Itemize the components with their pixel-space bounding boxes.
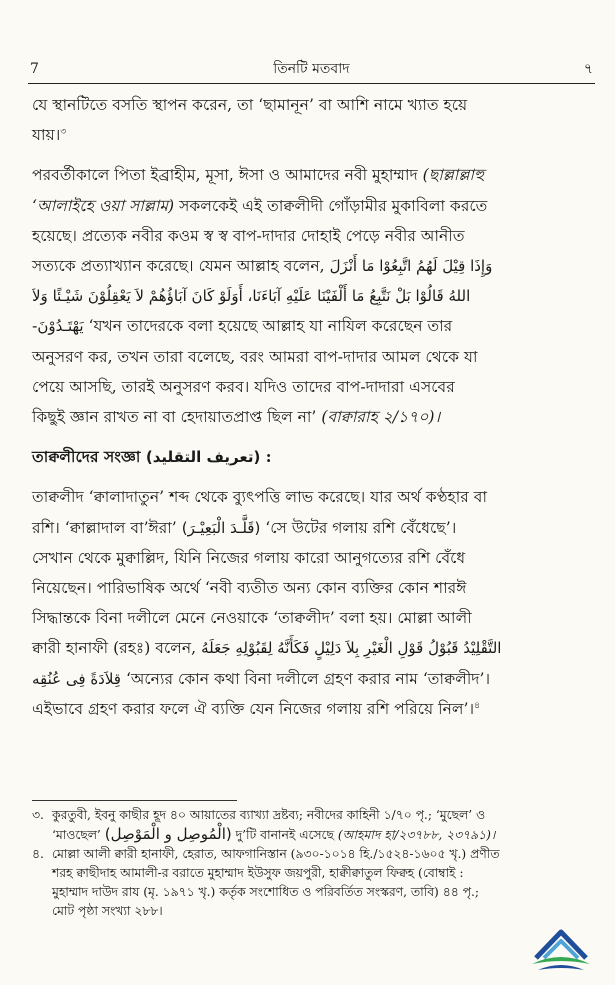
footnote-text: শরহ ক্বাছীদাহ আমালী-র বরাতে মুহাম্মাদ ইউসুফ জয়পুরী, হাক্বীক্বাতুল ফিক্বহ (বোম্বাই :	[52, 866, 464, 880]
text-line: ক্বারী হানাফী (রহঃ) বলেন,	[32, 639, 197, 658]
footnote-text: মুহাম্মাদ দাউদ রায (মৃ. ১৯৭১ খৃ.) কর্তৃক সংশোধিত ও পরিবর্তিত সংস্করণ, তাবি) ৪৪ পৃ.;	[52, 885, 480, 899]
paragraph-4	[32, 482, 593, 724]
footnotes	[32, 806, 593, 921]
text-line: সত্যকে প্রত্যাখ্যান করেছে। যেমন আল্লাহ বলেন,	[32, 257, 325, 276]
main-text	[32, 90, 593, 724]
text-line: রশি। ‘ক্বাল্লাদাল বা’ঈরা’	[32, 518, 177, 537]
footnote-text: মোল্লা আলী ক্বারী হানাফী, হেরাত, আফগানিস্তান (৯৩০-১০১৪ হি./১৫২৪-১৬০৫ খৃ.) প্রণীত	[52, 847, 500, 861]
running-header	[30, 58, 593, 80]
salutation: ‘আলাইহে ওয়া সাল্লাম)	[32, 196, 175, 215]
heading-bengali: তাক্বলীদের সংজ্ঞা	[32, 447, 141, 467]
footnote-ref-4: ৪	[474, 700, 480, 711]
header-rule	[28, 83, 595, 84]
footnote-3	[32, 806, 593, 845]
text-line: ‘অন্যের কোন কথা বিনা দলীলে গ্রহণ করার নাম ‘তাক্বলীদ’।	[125, 669, 491, 688]
heading-arabic: (تعريف التقليد)	[145, 448, 261, 467]
footnote-text: ‘মাওছেল’	[52, 828, 101, 842]
quran-verse-arabic-line: اللهُ قَالُوْا بَلْ نَتَّبِعُ مَا أَلْفَيْنَا عَلَيْهِ آبَاءَنَا، أَوَلَوْ كَانَ آبَاؤُهُمْ لاَ يَعْقِلُوْنَ شَيْـئًا وَلاَ	[32, 287, 471, 306]
footnote-text: মোট পৃষ্ঠা সংখ্যা ২৮৮।	[52, 904, 163, 918]
paragraph-1	[32, 90, 593, 150]
paragraph-3	[32, 311, 593, 432]
text-line: সেখান থেকে মুক্বাল্লিদ, যিনি নিজের গলায় কারো আনুগত্যের রশি বেঁধে	[32, 548, 466, 567]
footnote-number: ৩.	[32, 808, 44, 822]
salutation: (ছাল্লাল্লাহু	[422, 166, 484, 185]
arabic-quote: التَّقْلِيْدُ قَبُوْلُ قَوْلِ الْغَيْرِ بِلاَ دَلِيْلٍ فَكَأَنَّهُ لِقَبُوْلِهِ جَعَلَهُ	[201, 639, 502, 658]
footnote-text: কুরতুবী, ইবনু কাছীর হূদ ৪০ আয়াতের ব্যাখ্যা দ্রষ্টব্য; নবীদের কাহিনী ১/৭০ পৃ.; ‘মুছেল’ ও	[52, 808, 486, 822]
hadith-reference: (আহমাদ হা/২৩৭৮৮, ২৩৭৯১)।	[337, 828, 496, 842]
footnote-text: দু’টি বানানই এসেছে	[235, 828, 334, 842]
footnote-number: ৪.	[32, 847, 44, 861]
translation-line: অনুসরণ কর, তখন তারা বলেছে, বরং আমরা বাপ-দাদার আমল থেকে যা	[32, 347, 478, 366]
translation-line: কিছুই জ্ঞান রাখত না বা হেদায়াতপ্রাপ্ত ছিল না’	[32, 408, 317, 427]
footnote-4	[32, 845, 593, 921]
running-title: তিনটি মতবাদ	[273, 61, 350, 77]
section-heading	[32, 442, 593, 472]
translation-line: ‘যখন তাদেরকে বলা হয়েছে আল্লাহ যা নাযিল করেছেন তার	[88, 317, 453, 336]
text-line: তাক্বলীদ ‘ক্বালাদাতুন’ শব্দ থেকে ব্যুৎপত্তি লাভ করেছে। যার অর্থ কণ্ঠহার বা	[32, 488, 487, 507]
text-line: যায়।	[32, 126, 61, 145]
footnote-ref-3: ৩	[60, 127, 67, 138]
left-page-number: 7	[30, 61, 39, 77]
text-line: সকলকেই এই তাক্বলীদী গোঁড়ামীর মুকাবিলা করতে	[179, 196, 488, 215]
paragraph-2	[32, 160, 593, 281]
text-line: এইভাবে গ্রহণ করার ফলে ঐ ব্যক্তি যেন নিজের গলায় রশি পরিয়ে নিল’।	[32, 699, 475, 718]
publisher-logo-icon	[528, 918, 594, 974]
verse-reference: (বাক্বারাহ ২/১৭০)।	[321, 408, 441, 427]
arabic-spelling: (الْمُوصِل و الْمَوْصِل)	[104, 825, 232, 843]
heading-colon: :	[265, 447, 272, 467]
quran-verse-arabic: وَإِذَا قِيْلَ لَهُمُ اتَّبِعُوْا مَا أَنْزَلَ	[329, 257, 493, 276]
quran-verse-arabic: يَهْتَـدُوْنَ-	[32, 317, 84, 336]
right-page-number: ৭	[583, 61, 593, 77]
text-line: পরবর্তীকালে পিতা ইব্রাহীম, মূসা, ঈসা ও আমাদের নবী মুহাম্মাদ	[32, 166, 418, 185]
text-line: যে স্থানটিতে বসতি স্থাপন করেন, তা ‘ছামানূন’ বা আশি নামে খ্যাত হয়ে	[32, 96, 468, 114]
text-line: ‘সে উটের গলায় রশি বেঁধেছে’।	[265, 518, 457, 537]
text-line: সিদ্ধান্তকে বিনা দলীলে মেনে নেওয়াকে ‘তাক্বলীদ’ বলা হয়। মোল্লা আলী	[32, 609, 472, 628]
translation-line: পেয়ে আসছি, তারই অনুসরণ করব। যদিও তাদের বাপ-দাদারা এসবের	[32, 377, 455, 396]
arabic-quote: قِلاَدَةً فِى عُنُقِه	[32, 669, 121, 688]
footnote-rule	[32, 800, 237, 801]
text-line: নিয়েছেন। পারিভাষিক অর্থে ‘নবী ব্যতীত অন্য কোন ব্যক্তির কোন শারঈ	[32, 579, 467, 598]
text-line: হয়েছে। প্রত্যেক নবীর কওম স্ব স্ব বাপ-দাদার দোহাই পেড়ে নবীর আনীত	[32, 226, 465, 245]
arabic-phrase: (قَلَّـدَ الْبَعِيْـرَ)	[181, 518, 261, 537]
